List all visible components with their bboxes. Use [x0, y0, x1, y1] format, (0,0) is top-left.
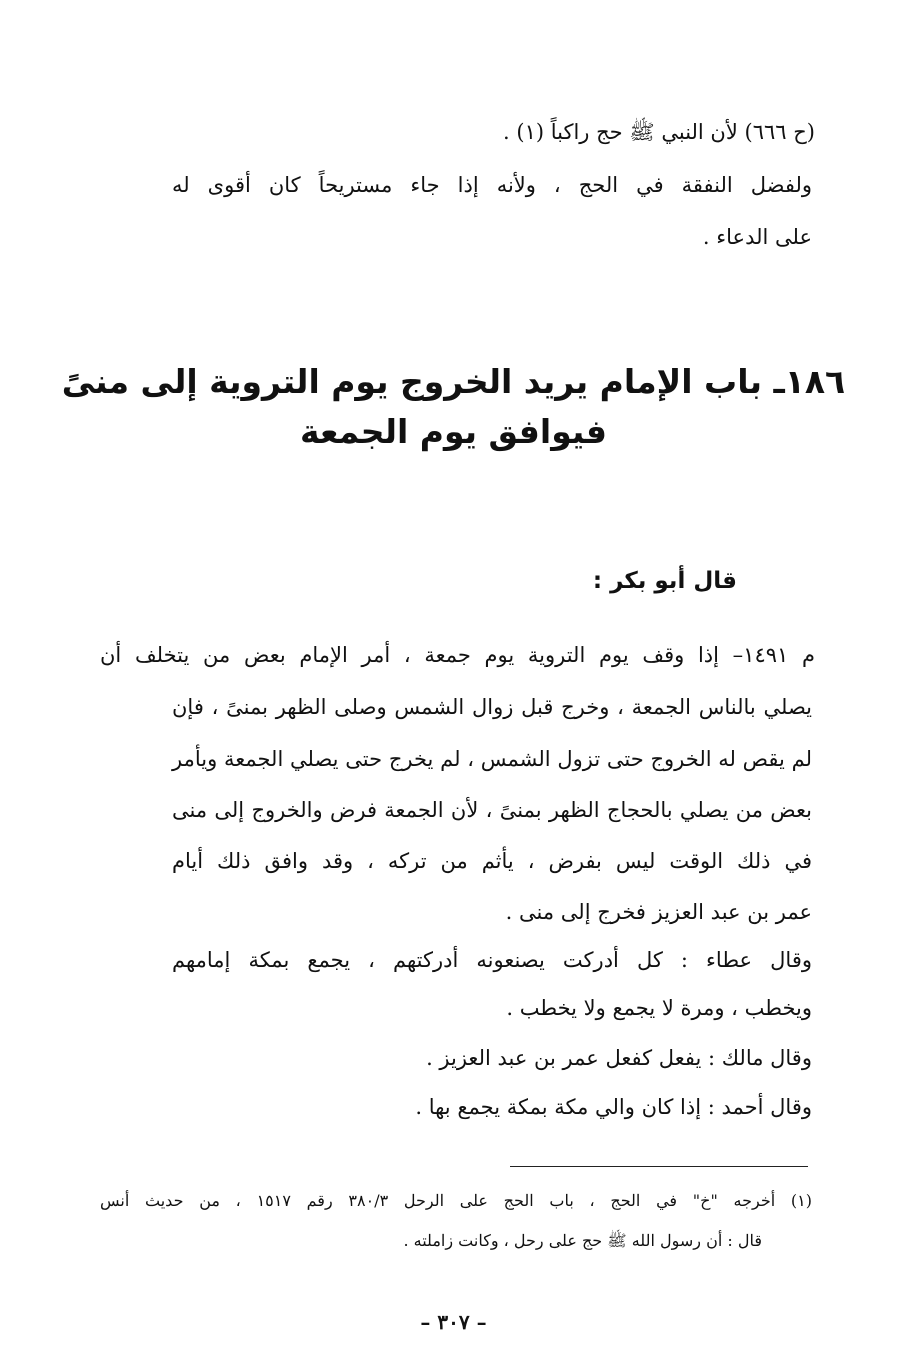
hadith-reference-line: (ح ٦٦٦) لأن النبي ﷺ حج راكباً (١) . — [503, 120, 815, 144]
body-line-9: وقال مالك : يفعل كفعل عمر بن عبد العزيز . — [426, 1046, 812, 1070]
footnote-line-1: (١) أخرجه "خ" في الحج ، باب الحج على الرحل ٣٨٠/٣ رقم ١٥١٧ ، من حديث أنس — [100, 1191, 812, 1210]
chapter-title-line2: فيوافق يوم الجمعة — [300, 412, 607, 451]
footnote-line-2: قال : أن رسول الله ﷺ حج على رحل ، وكانت زاملته . — [403, 1231, 762, 1250]
section-intro: قال أبو بكر : — [592, 568, 737, 594]
body-line-1: م ١٤٩١– إذا وقف يوم التروية يوم جمعة ، أمر الإمام بعض من يتخلف أن — [100, 643, 815, 667]
body-line-4: بعض من يصلي بالحجاج الظهر بمنىً ، لأن الجمعة فرض والخروج إلى منى — [172, 798, 812, 822]
page-number: – ٣٠٧ – — [420, 1310, 487, 1334]
text-line: على الدعاء . — [702, 225, 812, 249]
body-line-7: وقال عطاء : كل أدركت يصنعونه أدركتهم ، يجمع بمكة إمامهم — [172, 948, 812, 972]
body-line-6: عمر بن عبد العزيز فخرج إلى منى . — [505, 900, 812, 924]
chapter-title-line1: ١٨٦ـ باب الإمام يريد الخروج يوم التروية إلى منىً — [61, 362, 846, 401]
body-line-5: في ذلك الوقت ليس بفرض ، يأثم من تركه ، وقد وافق ذلك أيام — [172, 849, 812, 873]
body-line-3: لم يقص له الخروج حتى تزول الشمس ، لم يخرج حتى يصلي الجمعة ويأمر — [172, 747, 812, 771]
body-line-2: يصلي بالناس الجمعة ، وخرج قبل زوال الشمس وصلى الظهر بمنىً ، فإن — [172, 695, 812, 719]
body-line-10: وقال أحمد : إذا كان والي مكة بمكة يجمع بها . — [415, 1095, 812, 1119]
footnote-separator — [510, 1166, 808, 1167]
text-line: ولفضل النفقة في الحج ، ولأنه إذا جاء مستريحاً كان أقوى له — [172, 173, 812, 197]
body-line-8: ويخطب ، ومرة لا يجمع ولا يخطب . — [506, 996, 812, 1020]
